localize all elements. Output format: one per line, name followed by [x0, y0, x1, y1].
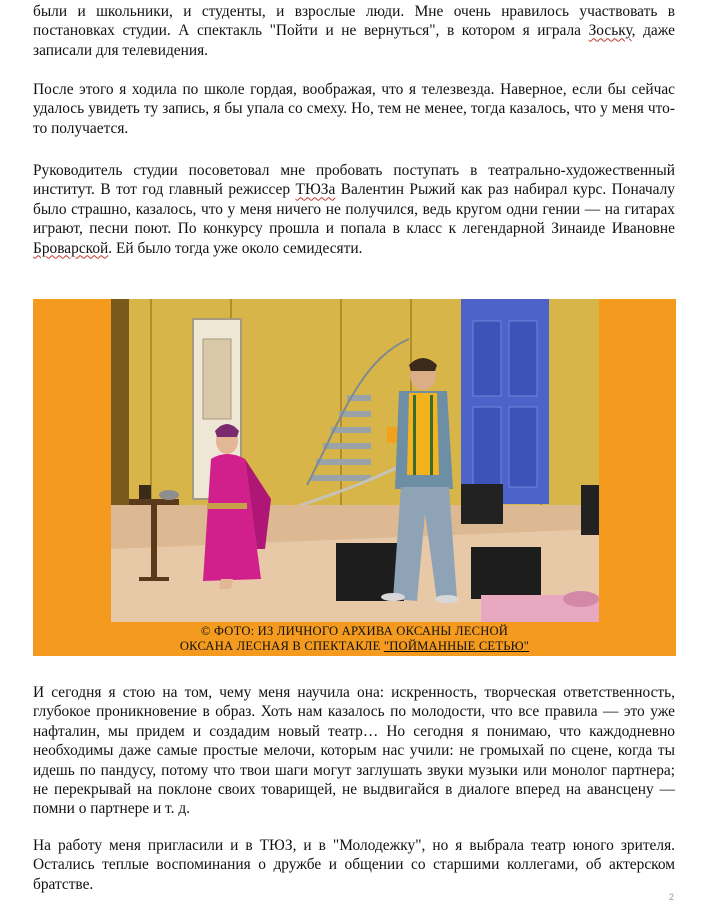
stage-photo: [111, 299, 599, 622]
paragraph-3: [33, 161, 675, 258]
page-number: 2: [668, 892, 674, 902]
paragraph-5: На работу меня пригласили и в ТЮЗ, и в "Молодежку", но я выбрала театр юного зрителя. Остались теплые воспоминания о дружбе и общении со старшими коллегами, об актерском братстве.: [33, 837, 675, 893]
paragraph-1-text-end: , даже записали для телевидения.: [33, 22, 675, 59]
paragraph-4: И сегодня я стою на том, чему меня научила она: искренность, творческая ответственность, глубокое проникновение в образ. Хоть нам казалось по молодости, что все правила — это уже нафталин, мы придем и создадим новый театр… Но сегодня я понимаю, что каждодневно необходимы даже самые простые мелочи, которым нас учили: не громыхай по сцене, когда ты идешь по пандусу, потому что твои шаги могут заглушать звуки музыки или монолог партнера; не перекрывай на поклоне своих товарищей, не выдвигайся в диалоге вперед на авансцену — помни о партнере и т. д.: [33, 684, 675, 818]
paragraph-3-text-middle: Валентин Рыжий как раз набирал курс. Поначалу было страшно, казалось, что у меня ничего не получился, ведь кругом одни гении — на гитарах играют, песни поют. По конкурсу прошла и попала в класс к легендарной Зинаиде Ивановне: [33, 181, 675, 238]
spellcheck-marked-word: Зоську: [588, 22, 632, 40]
photo-caption-play-title: "ПОЙМАННЫЕ СЕТЬЮ": [383, 639, 530, 653]
spellcheck-marked-word: ТЮЗа: [295, 181, 336, 199]
photo-caption-title: [33, 639, 676, 654]
spellcheck-marked-word: Броварской: [33, 239, 109, 257]
stage-photo-illustration: [111, 299, 599, 622]
paragraph-1-text: были и школьники, и студенты, и взрослые люди. Мне очень нравилось участвовать в постановках студии. А спектакль "Пойти и не вернуться", в котором я играла: [33, 3, 675, 40]
photo-caption-prefix: ОКСАНА ЛЕСНАЯ В СПЕКТАКЛЕ: [179, 639, 384, 653]
paragraph-1: [33, 2, 675, 60]
paragraph-3-text: Руководитель студии посоветовал мне пробовать поступать в театрально-художественный институт. В тот год главный режиссер: [33, 162, 675, 199]
paragraph-2: После этого я ходила по школе гордая, воображая, что я телезвезда. Наверное, если бы сейчас удалось увидеть ту запись, я бы упала со смеху. Но, тем не менее, тогда казалось, что у меня что-то получается.: [33, 81, 675, 137]
photo-caption-credit: © ФОТО: ИЗ ЛИЧНОГО АРХИВА ОКСАНЫ ЛЕСНОЙ: [200, 624, 509, 638]
paragraph-3-text-end: . Ей было тогда уже около семидесяти.: [108, 239, 363, 257]
photo-figure: [33, 299, 676, 656]
